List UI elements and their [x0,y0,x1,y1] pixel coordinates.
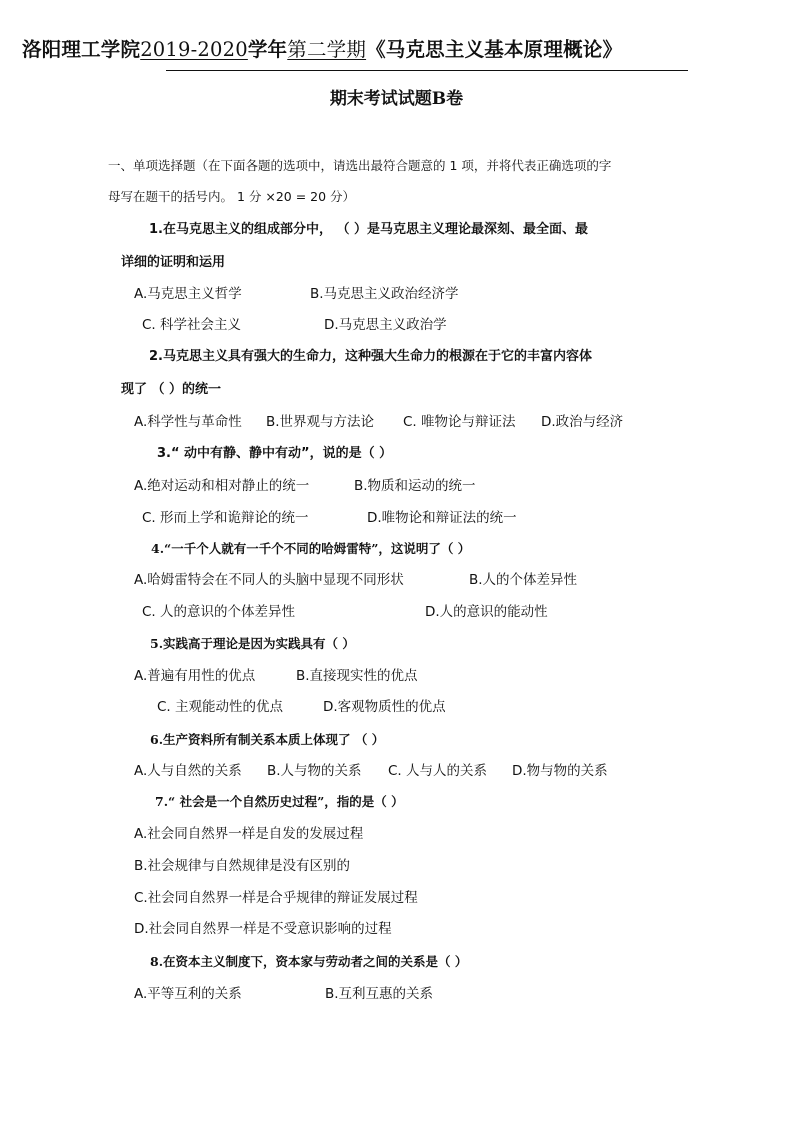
question-4-stem: 4.“一千个人就有一千个不同的哈姆雷特”，这说明了（ ） [151,541,471,556]
question-7-option-d: D.社会同自然界一样是不受意识影响的过程 [134,921,392,937]
title-year-suffix: 学年 [247,38,288,61]
question-5-option-d: D.客观物质性的优点 [323,699,446,715]
title-years: 2019-2020 [140,38,248,61]
question-1-option-d: D.马克思主义政治学 [324,317,447,333]
title-school: 洛阳理工学院 [22,38,141,61]
title-course: 《马克思主义基本原理概论》 [366,38,623,61]
question-3-option-d: D.唯物论和辩证法的统一 [367,510,517,526]
exam-title [22,34,772,62]
question-4-option-c: C. 人的意识的个体差异性 [142,604,296,620]
question-8-stem: 8.在资本主义制度下，资本家与劳动者之间的关系是（ ） [150,954,468,969]
question-6-option-a: A.人与自然的关系 [134,763,242,779]
question-2-option-a: A.科学性与革命性 [134,414,242,430]
question-2-stem: 2.马克思主义具有强大的生命力，这种强大生命力的根源在于它的丰富内容体 [149,349,592,364]
exam-subtitle: 期末考试试题B卷 [329,89,464,109]
question-7-stem: 7.“ 社会是一个自然历史过程”，指的是（ ） [155,794,404,809]
question-2-option-c: C. 唯物论与辩证法 [403,414,516,430]
question-1-option-c: C. 科学社会主义 [142,317,242,333]
question-7-option-b: B.社会规律与自然规律是没有区别的 [134,858,351,874]
question-3-option-c: C. 形而上学和诡辩论的统一 [142,510,309,526]
question-4-option-a: A.哈姆雷特会在不同人的头脑中显现不同形状 [134,572,404,588]
question-5-option-a: A.普遍有用性的优点 [134,668,256,684]
question-6-option-c: C. 人与人的关系 [388,763,488,779]
question-3-stem: 3.“ 动中有静、静中有动”，说的是（ ） [157,446,393,461]
question-5-option-b: B.直接现实性的优点 [296,668,418,684]
question-8-option-b: B.互利互惠的关系 [325,986,434,1002]
question-5-option-c: C. 主观能动性的优点 [157,699,284,715]
question-7-option-c: C.社会同自然界一样是合乎规律的辩证发展过程 [134,890,418,906]
title-rule [166,70,688,71]
question-5-stem: 5.实践高于理论是因为实践具有（ ） [150,636,355,651]
section-instructions-line2: 母写在题干的括号内。 1 分 ×20 = 20 分） [108,189,356,204]
question-6-option-d: D.物与物的关系 [512,763,608,779]
question-2-option-b: B.世界观与方法论 [266,414,375,430]
question-7-option-a: A.社会同自然界一样是自发的发展过程 [134,826,364,842]
question-6-option-b: B.人与物的关系 [267,763,362,779]
section-instructions-line1: 一、单项选择题（在下面各题的选项中，请选出最符合题意的 1 项，并将代表正确选项的字 [108,158,612,173]
question-1-stem: 1.在马克思主义的组成部分中， （ ）是马克思主义理论最深刻、最全面、最 [149,222,589,237]
question-1-option-b: B.马克思主义政治经济学 [310,286,459,302]
question-1-option-a: A.马克思主义哲学 [134,286,242,302]
question-2-option-d: D.政治与经济 [541,414,624,430]
question-4-option-d: D.人的意识的能动性 [425,604,548,620]
question-6-stem: 6.生产资料所有制关系本质上体现了 （ ） [150,732,385,747]
question-3-option-a: A.绝对运动和相对静止的统一 [134,478,310,494]
question-3-option-b: B.物质和运动的统一 [354,478,476,494]
question-1-stem-cont: 详细的证明和运用 [121,255,226,270]
question-4-option-b: B.人的个体差异性 [469,572,578,588]
question-2-stem-cont: 现了 （ ）的统一 [121,382,222,397]
question-8-option-a: A.平等互利的关系 [134,986,242,1002]
title-term: 第二学期 [287,38,367,61]
